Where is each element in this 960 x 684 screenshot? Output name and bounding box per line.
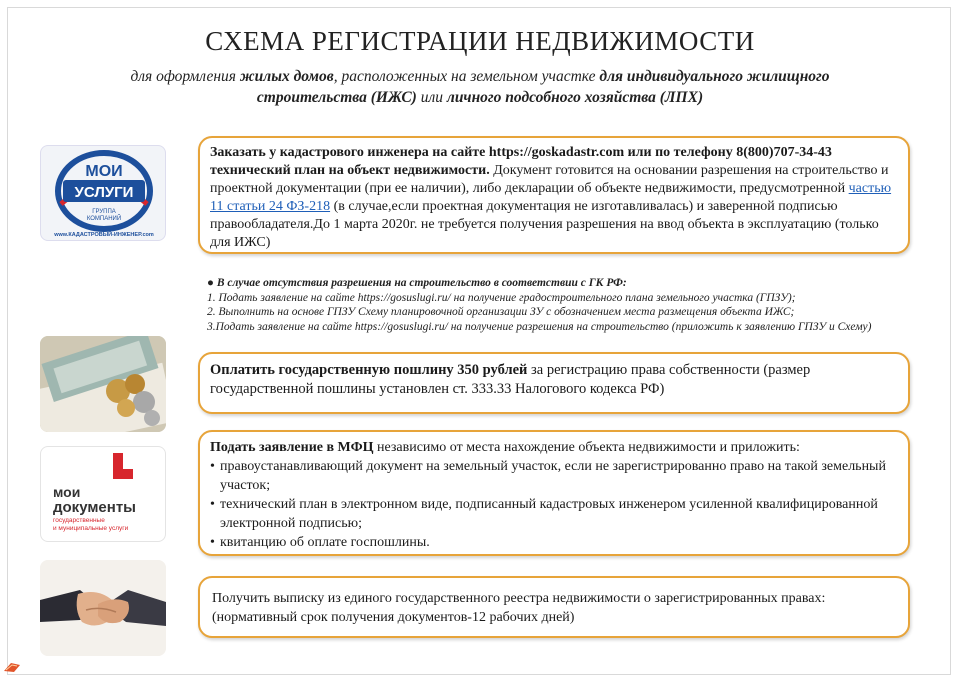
subtitle-text: для оформления [130, 68, 240, 85]
notes-item: 1. Подать заявление на сайте https://gosuslugi.ru/ на получение градостроительного плана земельного участка (ГПЗУ); [207, 291, 796, 304]
money-photo [40, 336, 166, 432]
step-3-text: независимо от места нахождение объекта недвижимости и приложить: [373, 440, 800, 455]
handshake-photo [40, 560, 166, 656]
list-item [210, 533, 898, 552]
moi-dokumenty-logo-icon [41, 447, 166, 542]
step-2-box [198, 352, 910, 414]
documents-list [210, 457, 898, 552]
bullet-icon: • [210, 497, 215, 512]
subtitle-bold: для индивидуального жилищного строительства (ИЖС) [256, 68, 830, 106]
list-item-text: квитанцию об оплате госпошлины. [220, 535, 430, 550]
moi-uslugi-logo-icon [41, 146, 166, 241]
subtitle-text: или [416, 89, 447, 106]
notes-item: 3.Подать заявление на сайте https://gosuslugi.ru/ на получение разрешения на строительство (приложить к заявлению ГПЗУ и Схему) [207, 320, 872, 333]
law-link[interactable]: частью 11 статьи 24 ФЗ-218 [210, 181, 892, 214]
notes-block [207, 276, 927, 334]
step-2-text: за регистрацию права собственности (размер государственной пошлины установлен ст. 333.33 Налогового кодекса РФ) [210, 362, 811, 397]
step-3-intro [210, 438, 898, 457]
step-1-text: (в случае,если проектная документация не изготавливалась) и заверенной подписью правообладателя.До 1 марта 2020г. не требуется получения разрешения на ввод объекта в эксплуатацию (только для ИЖС) [210, 199, 879, 250]
moi-uslugi-logo [40, 145, 166, 241]
logo-text: и муниципальные услуги [53, 525, 129, 532]
logo-text: документы [53, 499, 136, 516]
logo-text: ГРУППА [92, 209, 116, 215]
step-1-box [198, 136, 910, 254]
list-item [210, 495, 898, 533]
corner-logo-icon [3, 661, 21, 673]
step-4-text: Получить выписку из единого государственного реестра недвижимости о зарегистрированных правах: (нормативный срок получения документов-12 рабочих дней) [212, 591, 826, 625]
step-1-heading: Заказать у кадастрового инженера на сайте https://goskadastr.com или по телефону 8(800)707-34-43 технический план на объект недвижимости. [210, 145, 832, 178]
logo-text: МОИ [85, 163, 123, 180]
notes-heading: ● В случае отсутствия разрешения на строительство в соответствии с ГК РФ: [207, 277, 627, 289]
step-1-text: Документ готовится на основании разрешения на строительство и проектной документации (при ее наличии), либо декларации об объекте недвижимости, предусмотренной [210, 163, 889, 196]
logo-text: www.КАДАСТРОВЫЙ-ИНЖЕНЕР.com [54, 232, 154, 238]
logo-text: УСЛУГИ [74, 184, 134, 201]
notes-item: 2. Выполнить на основе ГПЗУ Схему планировочной организации ЗУ с обозначением места размещения объекта ИЖС; [207, 306, 795, 318]
money-icon [40, 336, 166, 432]
subtitle-bold: личного подсобного хозяйства (ЛПХ) [446, 89, 704, 106]
step-2-heading: Оплатить государственную пошлину 350 рублей [210, 362, 528, 378]
page-title: СХЕМА РЕГИСТРАЦИИ НЕДВИЖИМОСТИ [205, 26, 755, 56]
list-item-text: правоустанавливающий документ на земельный участок, если не зарегистрированно право на такой земельный участок; [220, 459, 886, 493]
handshake-icon [40, 560, 166, 656]
subtitle-bold: жилых домов [239, 68, 334, 85]
moi-dokumenty-logo [40, 446, 166, 542]
logo-text: государственные [53, 517, 105, 524]
list-item [210, 457, 898, 495]
subtitle-text: , расположенных на земельном участке [333, 68, 600, 85]
bullet-icon: • [210, 535, 215, 550]
logo-text: мои [53, 484, 81, 500]
logo-text: КОМПАНИЙ [86, 216, 122, 222]
step-3-box [198, 430, 910, 556]
bullet-icon: • [210, 459, 215, 474]
step-4-box [198, 576, 910, 638]
list-item-text: технический план в электронном виде, подписанный кадастровых инженером усиленной квалифицированной электронной подписью; [220, 497, 878, 531]
page-subtitle [100, 66, 860, 108]
step-3-heading: Подать заявление в МФЦ [210, 440, 374, 455]
